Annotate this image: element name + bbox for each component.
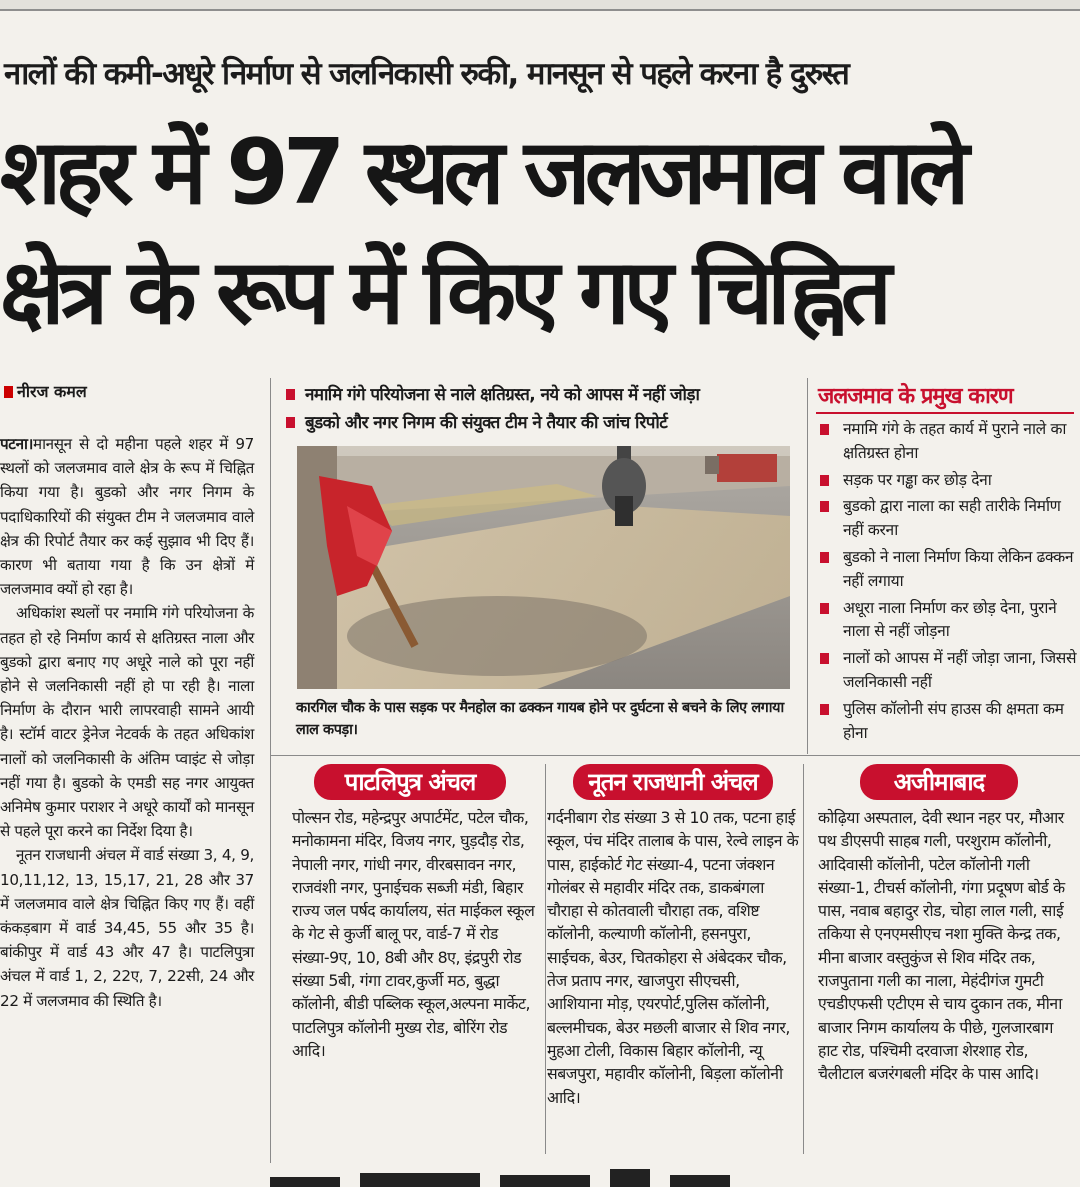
- reason-item: बुडको ने नाला निर्माण किया लेकिन ढक्कन नहीं लगाया: [820, 546, 1078, 594]
- sidebar-title: जलजमाव के प्रमुख कारण: [818, 384, 1013, 409]
- reason-item: सड़क पर गड्ढा कर छोड़ देना: [820, 469, 1078, 493]
- reasons-list: [820, 418, 1078, 748]
- reason-item: अधूरा नाला निर्माण कर छोड़ देना, पुराने नाला से नहीं जोड़ना: [820, 597, 1078, 645]
- reason-item: पुलिस कॉलोनी संप हाउस की क्षमता कम होना: [820, 698, 1078, 746]
- article-paragraph-1: [0, 432, 254, 601]
- zone-badge-azimabad: अजीमाबाद: [860, 764, 1018, 800]
- zone-text-nutan-rajdhani: गर्दनीबाग रोड संख्या 3 से 10 तक, पटना हाई स्कूल, पंच मंदिर तालाब के पास, रेल्वे लाइन के पास, हाईकोर्ट गेट संख्या-4, पटना जंक्शन गोलंबर से महावीर मंदिर तक, डाकबंगला चौराहा से कोतवाली चौराहा तक, वशिष्ट कॉलोनी, कल्याणी कॉलोनी, हसनपुरा, साईचक, बेउर, चितकोहरा से अंबेदकर चौक, तेज प्रताप नगर, खाजपुरा सीएचसी, आशियाना मोड़, एयरपोर्ट,पुलिस कॉलोनी, बल्लमीचक, बेउर मछली बाजार से शिव नगर, मुहआ टोली, विकास बिहार कॉलोनी, न्यू सबजपुरा, महावीर कॉलोनी, बिड़ला कॉलोनी आदि।: [547, 808, 799, 1107]
- square-bullet-icon: [820, 653, 829, 664]
- article-text-1: मानसून से दो महीना पहले शहर में 97 स्थलों को जलजमाव वाले क्षेत्र के रूप में चिह्नित किया गया है। बुडको और नगर निगम के पदाधिकारियों की संयुक्त टीम ने जलजमाव वाले क्षेत्र की रिपोर्ट तैयार कर कई सुझाव भी दिए हैं। कारण भी बताया गया है कि उन क्षेत्रों में जलजमाव क्यों हो रहा है।: [0, 435, 254, 599]
- square-bullet-icon: [4, 386, 13, 398]
- square-bullet-icon: [820, 704, 829, 715]
- article-paragraph-2: अधिकांश स्थलों पर नमामि गंगे परियोजना के तहत हो रहे निर्माण कार्य से क्षतिग्रस्त नाला और बुडको द्वारा बनाए गए अधूरे नाले को पूरा नहीं होने से जलनिकासी नहीं हो पा रही है। नाला निर्माण के दौरान भारी लापरवाही सामने आयी है। स्टॉर्म वाटर ड्रेनेज नेटवर्क के तहत अधिकांश नालों को जलनिकासी के अंतिम प्वाइंट से जोड़ा नहीं गया है। बुडको के एमडी सह नगर आयुक्त अनिमेष कुमार पराशर ने अधूरे कार्यों को मानसून से पहले पूरा करने का निर्देश दिया है।: [0, 604, 254, 841]
- cropped-headline-graphic: [0, 1163, 1080, 1187]
- top-rule: [0, 0, 1080, 9]
- highlights: [286, 382, 811, 438]
- news-photo: [297, 446, 790, 689]
- dateline: पटना।: [0, 435, 33, 453]
- reason-item: नालों को आपस में नहीं जोड़ा जाना, जिससे जलनिकासी नहीं: [820, 647, 1078, 695]
- headline-line-1: शहर में 97 स्थल जलजमाव वाले: [0, 120, 964, 225]
- zone-badge-patliputra: पाटलिपुत्र अंचल: [314, 764, 506, 800]
- headline-line-2: क्षेत्र के रूप में किए गए चिह्नित: [0, 240, 886, 345]
- column-divider: [545, 764, 546, 1154]
- square-bullet-icon: [820, 552, 829, 563]
- zone-text-azimabad: कोढ़िया अस्पताल, देवी स्थान नहर पर, मौआर पथ डीएसपी साहब गली, परशुराम कॉलोनी, आदिवासी कॉलोनी, पटेल कॉलोनी गली संख्या-1, टीचर्स कॉलोनी, गंगा प्रदूषण बोर्ड के पास, नवाब बहादुर रोड, चोहा लाल गली, साई तकिया से एनएमसीएच नशा मुक्ति केन्द्र तक, मीना बाजार वस्तुकुंज से शिव मंदिर तक, राजपुताना गली का नाला, मेहंदीगंज गुमटी एचडीएफसी एटीएम से चाय दुकान तक, मीना बाजार निगम कार्यालय के पीछे, गुलजारबाग हाट रोड, पश्चिमी दरवाजा शेरशाह रोड, चैलीटाल बजरंगबली मंदिर के पास आदि।: [818, 808, 1065, 1084]
- section-divider: [270, 755, 1080, 756]
- highlight-item: बुडको और नगर निगम की संयुक्त टीम ने तैयार की जांच रिपोर्ट: [286, 410, 811, 438]
- square-bullet-icon: [820, 603, 829, 614]
- square-bullet-icon: [820, 475, 829, 486]
- top-rule-line: [0, 9, 1080, 11]
- column-divider: [270, 378, 271, 1163]
- square-bullet-icon: [286, 389, 295, 400]
- road-manhole-photo: [297, 446, 790, 689]
- sidebar-title-rule: [816, 412, 1074, 414]
- reason-item: नमामि गंगे के तहत कार्य में पुराने नाले का क्षतिग्रस्त होना: [820, 418, 1078, 466]
- zone-badge-nutan-rajdhani: नूतन राजधानी अंचल: [573, 764, 773, 800]
- byline: [4, 380, 87, 402]
- zone-text-patliputra: पोल्सन रोड, महेन्द्रपुर अपार्टमेंट, पटेल चौक, मनोकामना मंदिर, विजय नगर, घुड़दौड़ रोड, नेपाली नगर, गांधी नगर, वीरबसावन नगर, राजवंशी नगर, पुनाईचक सब्जी मंडी, बिहार राज्य जल पर्षद कार्यालय, संत माईकल स्कूल के गेट से कुर्जी बालू पर, वार्ड-7 में रोड संख्या-9ए, 10, 8बी और 8ए, इंद्रपुरी रोड संख्या 5बी, गंगा टावर,कुर्जी मठ, बुद्धा कॉलोनी, बीडी पब्लिक स्कूल,अल्पना मार्केट, पाटलिपुत्र कॉलोनी मुख्य रोड, बोरिंग रोड आदि।: [292, 808, 535, 1060]
- square-bullet-icon: [286, 417, 295, 428]
- article-paragraph-3: नूतन राजधानी अंचल में वार्ड संख्या 3, 4, 9, 10,11,12, 13, 15,17, 21, 28 और 37 में जलजमाव वाले क्षेत्र चिह्नित किए गए हैं। वहीं कंकड़बाग में वार्ड 34,45, 55 और 35 है। बांकीपुर में वार्ड 43 और 47 है। पाटलिपुत्रा अंचल में वार्ड 1, 2, 22ए, 7, 22सी, 24 और 22 में जलजमाव की स्थिति है।: [0, 846, 254, 1010]
- square-bullet-icon: [820, 501, 829, 512]
- byline-name: नीरज कमल: [17, 382, 87, 401]
- photo-caption: कारगिल चौक के पास सड़क पर मैनहोल का ढक्कन गायब होने पर दुर्घटना से बचने के लिए लगाया लाल कपड़ा।: [296, 700, 784, 738]
- reason-item: बुडको द्वारा नाला का सही तारीके निर्माण नहीं करना: [820, 495, 1078, 543]
- square-bullet-icon: [820, 424, 829, 435]
- next-article-cutoff: [0, 1163, 1080, 1187]
- kicker-headline: नालों की कमी-अधूरे निर्माण से जलनिकासी रुकी, मानसून से पहले करना है दुरुस्त: [4, 56, 849, 92]
- highlight-item: नमामि गंगे परियोजना से नाले क्षतिग्रस्त, नये को आपस में नहीं जोड़ा: [286, 382, 811, 410]
- column-divider: [803, 764, 804, 1154]
- main-article-column: [0, 432, 254, 1013]
